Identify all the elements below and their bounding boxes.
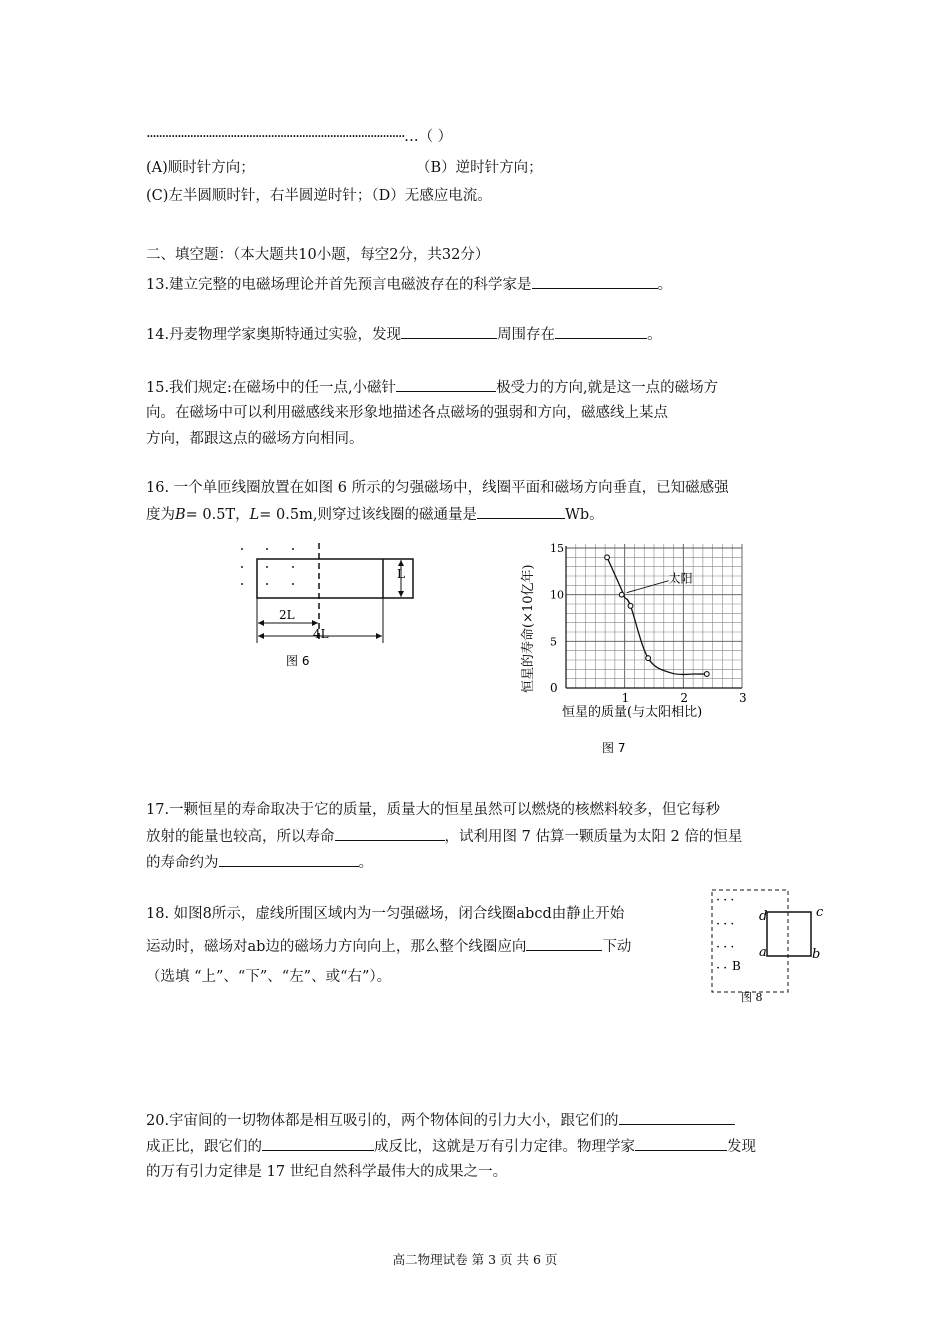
figure-caption: 图 7 xyxy=(602,741,626,755)
answer-blank[interactable] xyxy=(262,1136,374,1151)
data-point xyxy=(628,603,633,608)
q12-stem-end xyxy=(146,127,452,147)
question-14 xyxy=(146,324,662,345)
q17-end: 。 xyxy=(358,855,373,871)
svg-text:···: ··· xyxy=(716,917,738,932)
q14-text-b: 周围存在 xyxy=(497,327,556,343)
question-15-line1 xyxy=(146,377,718,398)
x-tick-labels xyxy=(622,691,747,705)
data-point xyxy=(704,672,709,677)
q18-text-a: 运动时，磁场对ab边的磁场力方向向上，那么整个线圈应向 xyxy=(146,939,527,955)
label-2l: 2L xyxy=(279,608,295,622)
question-20-line3: 的万有引力定律是 17 世纪自然科学最伟大的成果之一。 xyxy=(146,1164,508,1180)
figure-8 xyxy=(708,886,828,1006)
q16-eq1: = 0.5T， xyxy=(185,507,250,523)
q20-text-d: 发现 xyxy=(727,1139,756,1155)
answer-blank[interactable] xyxy=(335,826,445,841)
q20-text-a: 20.宇宙间的一切物体都是相互吸引的，两个物体间的引力大小，跟它们的 xyxy=(146,1113,619,1129)
answer-blank[interactable] xyxy=(619,1110,735,1125)
annotation-leader xyxy=(627,581,669,593)
svg-text:···: ··· xyxy=(716,940,738,955)
figure-6-diagram xyxy=(230,540,430,675)
option-c: (C)左半圆顺时针，右半圆逆时针； xyxy=(146,188,372,204)
dot-leader: ··················································································· xyxy=(146,129,405,145)
y-axis-label: 恒星的寿命(×10亿年) xyxy=(521,564,536,693)
figure-8-diagram xyxy=(708,886,828,1006)
x-tick-label: 1 xyxy=(621,691,630,705)
q16-unit: Wb。 xyxy=(564,507,604,523)
q16-text: 度为 xyxy=(146,507,175,523)
coil-rectangle xyxy=(257,559,413,598)
annotation-sun: 太阳 xyxy=(668,571,693,586)
figure-6 xyxy=(230,540,430,675)
magnetic-field-dots xyxy=(241,548,294,585)
x-tick-label: 3 xyxy=(739,691,747,705)
svg-text:··: ·· xyxy=(716,961,731,976)
symbol-l: L xyxy=(249,507,260,523)
data-points xyxy=(605,555,710,676)
chart-grid xyxy=(566,544,742,688)
figure-7 xyxy=(518,538,768,763)
q18-text-b: 下动 xyxy=(602,939,632,955)
data-point xyxy=(619,592,624,597)
q17-text-a: 放射的能量也较高，所以寿命 xyxy=(146,829,335,845)
q15-text-b: 极受力的方向,就是这一点的磁场方 xyxy=(496,380,719,396)
answer-blank[interactable] xyxy=(401,324,497,339)
q14-text-a: 14.丹麦物理学家奥斯特通过实验，发现 xyxy=(146,327,402,343)
q20-text-b: 成正比，跟它们的 xyxy=(146,1139,262,1155)
q13-text: 13.建立完整的电磁场理论并首先预言电磁波存在的科学家是 xyxy=(146,277,532,293)
q20-text-c: 成反比，这就是万有引力定律。物理学家 xyxy=(374,1139,635,1155)
y-tick-labels xyxy=(550,542,564,648)
label-c: c xyxy=(816,905,824,920)
question-16-line1: 16. 一个单匝线圈放置在如图 6 所示的匀强磁场中，线圈平面和磁场方向垂直，已知磁感强 xyxy=(146,480,729,496)
label-a: a xyxy=(759,945,767,960)
q12-options-row2 xyxy=(146,186,492,206)
option-a: (A)顺时针方向； xyxy=(146,160,255,176)
data-point xyxy=(605,555,610,560)
answer-blank[interactable] xyxy=(532,274,658,289)
question-13 xyxy=(146,274,672,295)
q14-end: 。 xyxy=(647,327,662,343)
svg-text:···: ··· xyxy=(716,893,738,908)
q16-eq2: = 0.5m,则穿过该线圈的磁通量是 xyxy=(259,507,477,523)
question-17-line1: 17.一颗恒星的寿命取决于它的质量，质量大的恒星虽然可以燃烧的核燃料较多，但它每秒 xyxy=(146,802,721,818)
question-18-line2 xyxy=(146,936,631,957)
y-tick-label: 10 xyxy=(550,588,564,602)
label-b-field: B xyxy=(732,959,741,973)
y-tick-label: 5 xyxy=(550,635,557,649)
star-lifetime-chart xyxy=(518,538,768,763)
figure-caption: 图 8 xyxy=(741,991,763,1004)
origin-label: 0 xyxy=(550,681,558,695)
answer-blank[interactable] xyxy=(477,504,565,519)
label-4l: 4L xyxy=(313,627,329,641)
label-d: d xyxy=(759,909,768,924)
answer-blank[interactable] xyxy=(526,936,602,951)
question-20-line1 xyxy=(146,1110,735,1131)
y-tick-label: 15 xyxy=(550,542,564,555)
answer-blank[interactable] xyxy=(396,377,496,392)
q12-options-row1 xyxy=(146,158,543,178)
symbol-b: B xyxy=(175,507,186,523)
question-18-line1: 18. 如图8所示，虚线所围区域内为一匀强磁场，闭合线圈abcd由静止开始 xyxy=(146,906,625,922)
coil-abcd xyxy=(767,912,811,956)
page-footer: 高二物理试卷 第 3 页 共 6 页 xyxy=(392,1252,558,1267)
label-l: L xyxy=(397,567,405,581)
option-d: （D）无感应电流。 xyxy=(371,188,492,204)
q15-text-a: 15.我们规定:在磁场中的任一点,小磁针 xyxy=(146,380,397,396)
label-b: b xyxy=(812,947,821,962)
answer-blank[interactable] xyxy=(635,1136,727,1151)
q13-end: 。 xyxy=(657,277,673,293)
question-15-line3: 方向，都跟这点的磁场方向相同。 xyxy=(146,431,364,447)
answer-blank[interactable] xyxy=(219,852,359,867)
figure-caption: 图 6 xyxy=(286,654,310,668)
x-axis-label: 恒星的质量(与太阳相比) xyxy=(562,705,703,720)
question-17-line3 xyxy=(146,852,373,873)
question-18-line3: （选填 “上”、“下”、“左”、或“右”）。 xyxy=(146,969,392,985)
question-16-line2 xyxy=(146,504,604,525)
question-15-line2: 向。在磁场中可以利用磁感线来形象地描述各点磁场的强弱和方向，磁感线上某点 xyxy=(146,405,668,421)
q17-text-c: 的寿命约为 xyxy=(146,855,219,871)
option-b: （B）逆时针方向； xyxy=(416,160,543,176)
x-tick-label: 2 xyxy=(680,691,688,705)
answer-blank[interactable] xyxy=(555,324,647,339)
data-point xyxy=(646,656,651,661)
question-17-line2 xyxy=(146,826,742,847)
q17-text-b: ，试利用图 7 估算一颗质量为太阳 2 倍的恒星 xyxy=(444,829,743,845)
section-heading: 二、填空题：（本大题共10小题，每空2分，共32分） xyxy=(146,247,490,263)
question-20-line2 xyxy=(146,1136,756,1157)
answer-bracket: …（ ） xyxy=(404,129,453,145)
